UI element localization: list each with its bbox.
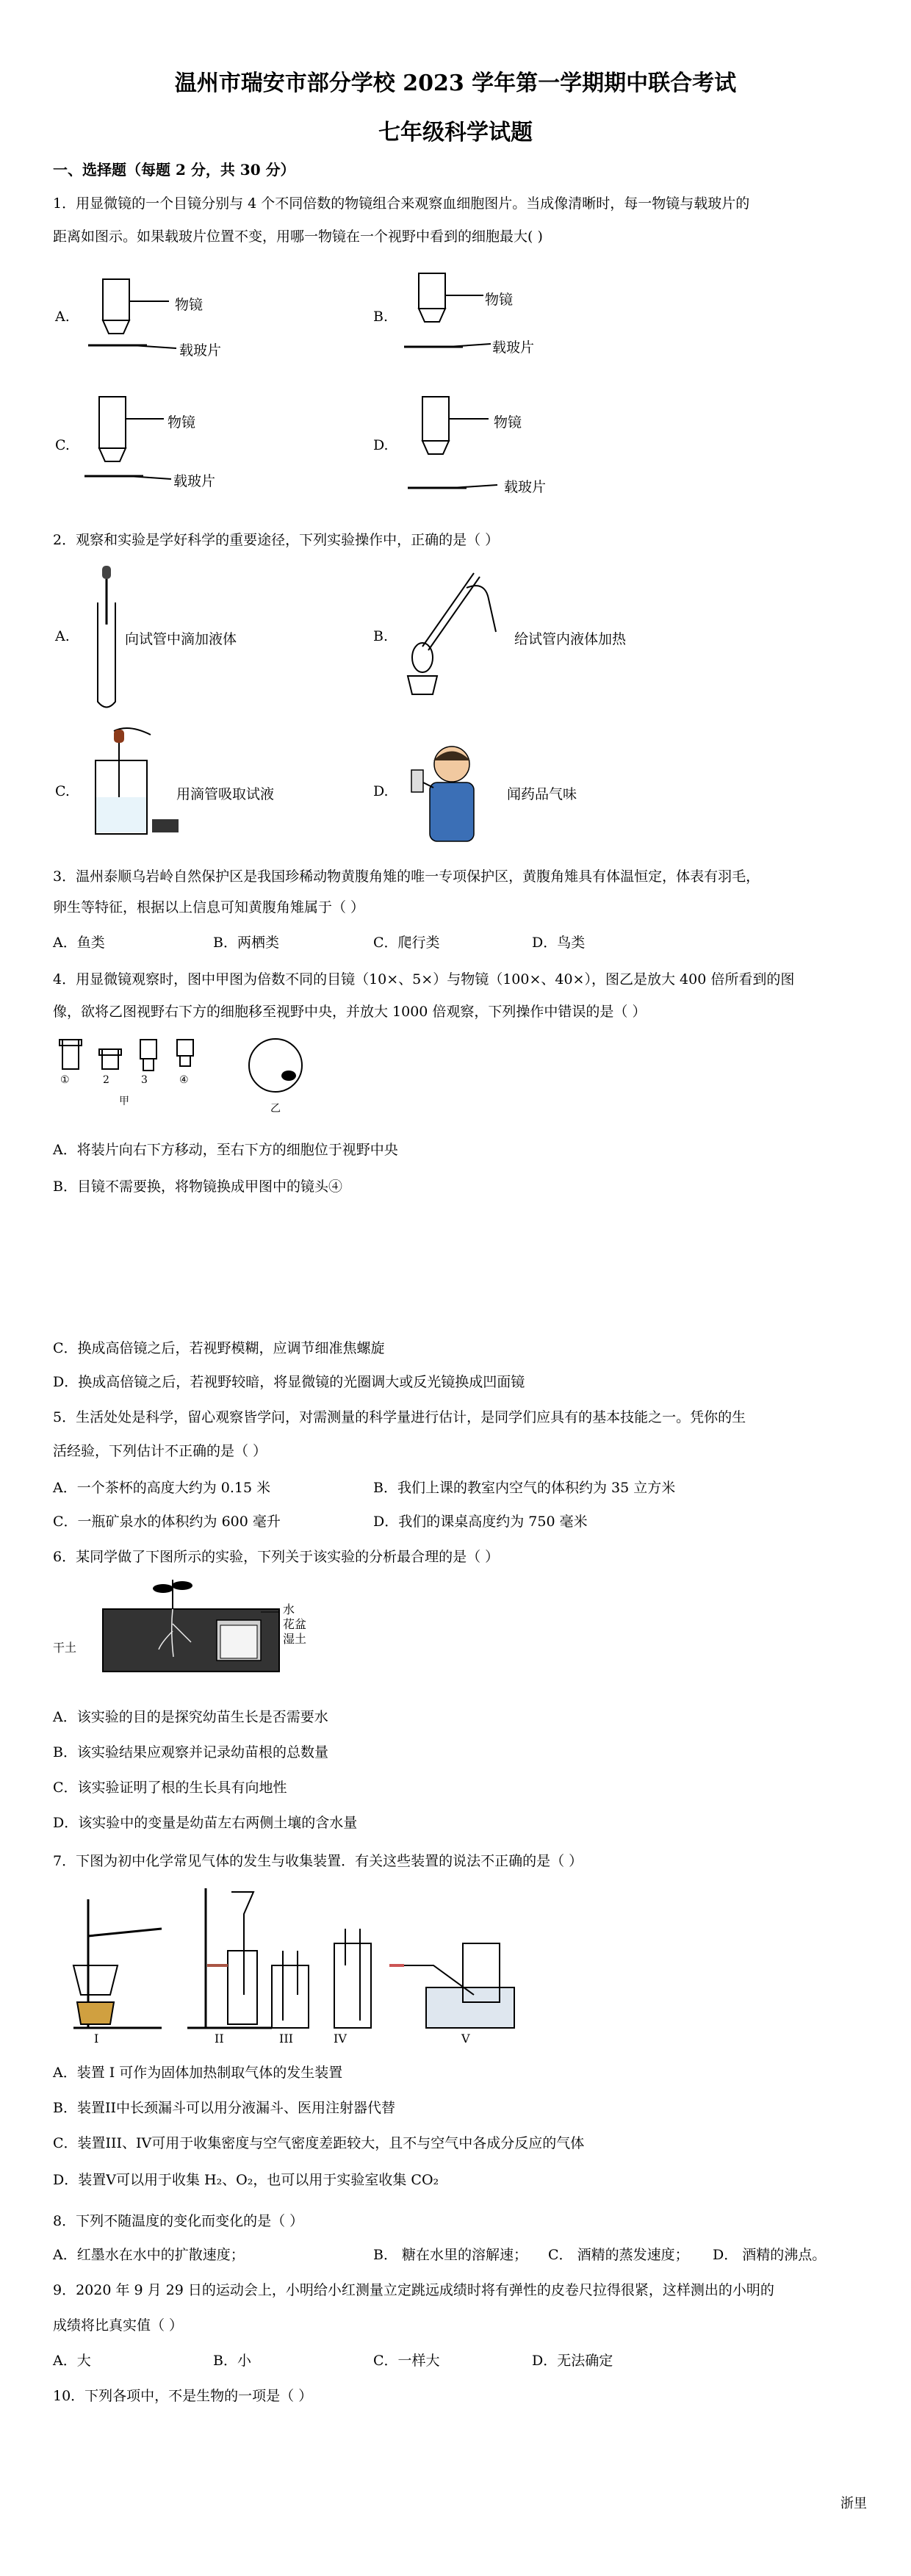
q3-option-a[interactable]: A．鱼类 bbox=[53, 935, 105, 951]
q6-option-b[interactable]: B．该实验结果应观察并记录幼苗根的总数量 bbox=[53, 1744, 328, 1760]
exam-subtitle: 七年级科学试题 bbox=[378, 120, 533, 145]
q8-option-c[interactable]: C． 酒精的蒸发速度； bbox=[548, 2247, 689, 2263]
q2-c-caption: 用滴管吸取试液 bbox=[176, 786, 275, 802]
q5-option-c[interactable]: C．一瓶矿泉水的体积约为 600 毫升 bbox=[53, 1514, 281, 1530]
q4-lens-2: 2 bbox=[103, 1074, 109, 1086]
q6-label-water: 水 bbox=[283, 1602, 295, 1616]
q1-d-slide-label: 载玻片 bbox=[504, 479, 547, 495]
q9-option-d[interactable]: D．无法确定 bbox=[532, 2353, 613, 2369]
q2-option-a-label: A. bbox=[55, 628, 70, 644]
q6-label-wet-soil: 湿土 bbox=[283, 1632, 307, 1646]
q7-option-a[interactable]: A．装置 I 可作为固体加热制取气体的发生装置 bbox=[53, 2065, 343, 2081]
q8-option-a[interactable]: A．红墨水在水中的扩散速度； bbox=[53, 2247, 245, 2263]
q7-label-I: I bbox=[94, 2032, 99, 2046]
q9-stem-line2: 成绩将比真实值（ ） bbox=[53, 2317, 184, 2334]
q6-option-a[interactable]: A．该实验的目的是探究幼苗生长是否需要水 bbox=[53, 1709, 328, 1725]
q4-fig-yi-label: 乙 bbox=[270, 1103, 281, 1115]
q2-a-caption: 向试管中滴加液体 bbox=[125, 631, 237, 647]
q7-label-III: III bbox=[279, 2032, 293, 2046]
exam-title: 温州市瑞安市部分学校 2023 学年第一学期期中联合考试 bbox=[174, 71, 737, 96]
q3-option-c[interactable]: C．爬行类 bbox=[373, 935, 440, 951]
q1-c-objective-label: 物镜 bbox=[168, 414, 196, 431]
q8-stem: 8．下列不随温度的变化而变化的是（ ） bbox=[53, 2213, 304, 2229]
q6-label-dry-soil: 干土 bbox=[53, 1641, 77, 1655]
page-footer: 浙里 bbox=[840, 2496, 867, 2511]
q1-stem-line2: 距离如图示。如果载玻片位置不变，用哪一物镜在一个视野中看到的细胞最大( ) bbox=[53, 229, 543, 245]
q7-label-II: II bbox=[215, 2032, 224, 2046]
q1-c-slide-label: 载玻片 bbox=[173, 473, 216, 489]
q7-option-d[interactable]: D．装置V可以用于收集 H₂、O₂，也可以用于实验室收集 CO₂ bbox=[53, 2172, 439, 2188]
q6-stem: 6．某同学做了下图所示的实验，下列关于该实验的分析最合理的是（ ） bbox=[53, 1549, 500, 1565]
q1-b-objective-label: 物镜 bbox=[485, 292, 514, 308]
q1-d-objective-label: 物镜 bbox=[494, 414, 522, 431]
q3-stem-line2: 卵生等特征，根据以上信息可知黄腹角雉属于（ ） bbox=[53, 899, 365, 915]
q5-option-b[interactable]: B．我们上课的教室内空气的体积约为 35 立方米 bbox=[373, 1480, 676, 1496]
q2-figure-smelling bbox=[397, 742, 500, 845]
q5-stem-line1: 5．生活处处是科学，留心观察皆学问，对需测量的科学量进行估计，是同学们应具有的基本技能之一。凭你的生 bbox=[53, 1409, 746, 1425]
q6-label-pot: 花盆 bbox=[283, 1617, 307, 1631]
q1-a-slide-label: 载玻片 bbox=[179, 342, 222, 359]
q2-stem: 2．观察和实验是学好科学的重要途径，下列实验操作中，正确的是（ ） bbox=[53, 532, 500, 548]
q9-option-c[interactable]: C．一样大 bbox=[373, 2353, 440, 2369]
q4-stem-line2: 像，欲将乙图视野右下方的细胞移至视野中央，并放大 1000 倍观察，下列操作中错误的是（ ） bbox=[53, 1004, 647, 1020]
q2-option-b-label: B. bbox=[373, 628, 389, 644]
q5-option-a[interactable]: A．一个茶杯的高度大约为 0.15 米 bbox=[53, 1480, 271, 1496]
q1-a-objective-label: 物镜 bbox=[175, 297, 204, 313]
q7-label-IV: IV bbox=[334, 2032, 347, 2046]
q1-b-slide-label: 载玻片 bbox=[492, 339, 535, 356]
q6-option-d[interactable]: D．该实验中的变量是幼苗左右两侧土壤的含水量 bbox=[53, 1815, 358, 1831]
q7-label-V: V bbox=[461, 2032, 470, 2046]
q6-option-c[interactable]: C．该实验证明了根的生长具有向地性 bbox=[53, 1780, 287, 1796]
q8-option-b[interactable]: B． 糖在水里的溶解速； bbox=[373, 2247, 528, 2263]
q9-stem-line1: 9．2020 年 9 月 29 日的运动会上，小明给小红测量立定跳远成绩时将有弹性的皮卷尺拉得很紧，这样测出的小明的 bbox=[53, 2282, 774, 2298]
q5-stem-line2: 活经验，下列估计不正确的是（ ） bbox=[53, 1443, 267, 1459]
q2-b-caption: 给试管内液体加热 bbox=[514, 631, 627, 647]
q4-lens-3: 3 bbox=[141, 1074, 148, 1086]
q3-option-b[interactable]: B．两栖类 bbox=[213, 935, 279, 951]
q2-figure-heating-tube bbox=[393, 566, 503, 698]
q4-option-c[interactable]: C．换成高倍镜之后，若视野模糊，应调节细准焦螺旋 bbox=[53, 1340, 385, 1356]
section-heading: 一、选择题（每题 2 分，共 30 分） bbox=[53, 161, 295, 179]
q4-figure-jia-lenses bbox=[55, 1036, 224, 1102]
q1-option-a-label: A. bbox=[55, 309, 70, 325]
q1-stem-line1: 1．用显微镜的一个目镜分别与 4 个不同倍数的物镜组合来观察血细胞图片。当成像清晰时，每一物镜与载玻片的 bbox=[53, 195, 750, 212]
q2-option-c-label: C. bbox=[55, 783, 70, 799]
q7-option-c[interactable]: C．装置III、IV可用于收集密度与空气密度差距较大，且不与空气中各成分反应的气体 bbox=[53, 2135, 585, 2151]
q6-figure-plant-experiment bbox=[103, 1580, 309, 1675]
q4-option-a[interactable]: A．将装片向右下方移动，至右下方的细胞位于视野中央 bbox=[53, 1142, 398, 1158]
q2-option-d-label: D. bbox=[373, 783, 389, 799]
q4-option-d[interactable]: D．换成高倍镜之后，若视野较暗，将显微镜的光圈调大或反光镜换成凹面镜 bbox=[53, 1374, 525, 1390]
q5-option-d[interactable]: D．我们的课桌高度约为 750 毫米 bbox=[373, 1514, 588, 1530]
q7-figure-gas-apparatus bbox=[51, 1885, 757, 2046]
q4-option-b[interactable]: B．目镜不需要换，将物镜换成甲图中的镜头④ bbox=[53, 1179, 342, 1195]
q1-option-d-label: D. bbox=[373, 437, 389, 453]
q3-option-d[interactable]: D．鸟类 bbox=[532, 935, 586, 951]
q3-stem-line1: 3．温州泰顺乌岩岭自然保护区是我国珍稀动物黄腹角雉的唯一专项保护区，黄腹角雉具有体温恒定，体表有羽毛， bbox=[53, 868, 760, 885]
q2-d-caption: 闻药品气味 bbox=[507, 786, 577, 802]
q10-stem: 10．下列各项中，不是生物的一项是（ ） bbox=[53, 2388, 313, 2404]
q1-option-b-label: B. bbox=[373, 309, 389, 325]
q2-figure-dropper-bottle bbox=[92, 724, 180, 849]
q1-figure-a bbox=[88, 279, 264, 360]
q9-option-a[interactable]: A．大 bbox=[53, 2353, 91, 2369]
q4-lens-1: ① bbox=[60, 1074, 70, 1086]
q1-option-c-label: C. bbox=[55, 437, 70, 453]
q8-option-d[interactable]: D． 酒精的沸点。 bbox=[713, 2247, 827, 2263]
q4-lens-4: ④ bbox=[179, 1074, 189, 1086]
q4-stem-line1: 4．用显微镜观察时，图中甲图为倍数不同的目镜（10×、5×）与物镜（100×、40×），图乙是放大 400 倍所看到的图 bbox=[53, 971, 795, 987]
q7-option-b[interactable]: B．装置II中长颈漏斗可以用分液漏斗、医用注射器代替 bbox=[53, 2100, 395, 2116]
q4-figure-yi-view bbox=[246, 1037, 320, 1096]
q9-option-b[interactable]: B．小 bbox=[213, 2353, 251, 2369]
q7-stem: 7．下图为初中化学常见气体的发生与收集装置．有关这些装置的说法不正确的是（ ） bbox=[53, 1853, 583, 1869]
q4-fig-jia-label: 甲 bbox=[119, 1095, 129, 1107]
